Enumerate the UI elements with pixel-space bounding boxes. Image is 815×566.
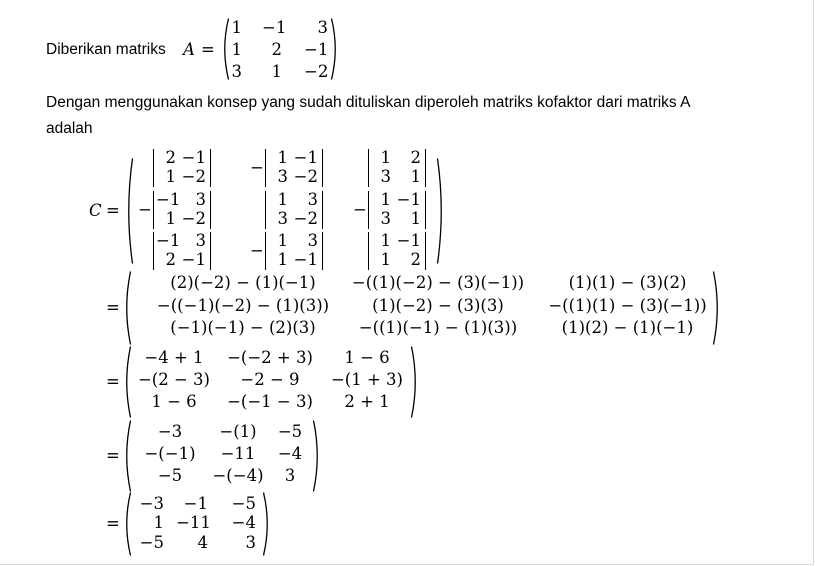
- step-matrix-cell: −3: [157, 422, 183, 441]
- determinant-cell: 1: [410, 167, 421, 186]
- determinant-right-bar: [425, 191, 426, 229]
- determinant-cell: −1: [181, 250, 206, 269]
- step-matrix-cell: −3: [139, 494, 164, 513]
- intro-matrix-variable: A: [183, 40, 195, 59]
- cofactor-variable: C: [89, 201, 102, 220]
- determinant-cell: −2: [181, 167, 206, 186]
- determinant-right-bar: [425, 232, 426, 270]
- intro-label: Diberikan matriks: [46, 41, 166, 58]
- determinant-cell: −1: [181, 148, 206, 167]
- cofactor-left-paren: [124, 158, 134, 264]
- cofactor-sign: −: [250, 158, 264, 177]
- step-matrix-cell: −11: [176, 513, 211, 533]
- determinant-cell: 1: [380, 250, 391, 269]
- determinant-left-bar: [265, 149, 266, 187]
- step-right-paren: [410, 346, 420, 418]
- step-matrix-cell: −1: [183, 494, 208, 513]
- step-equals: =: [106, 372, 120, 391]
- determinant-right-bar: [210, 191, 211, 229]
- matrix-cell: 3: [317, 18, 328, 37]
- determinant-cell: −2: [293, 167, 318, 186]
- determinant-cell: 1: [165, 209, 176, 228]
- matrix-cell: 2: [271, 40, 282, 59]
- step-matrix-cell: (−1)(−1) − (2)(3): [170, 318, 316, 338]
- step-matrix-cell: −5: [277, 422, 303, 441]
- determinant-cell: 1: [380, 231, 391, 250]
- step-matrix-cell: (1)(1) − (3)(2): [568, 273, 687, 292]
- matrix-cell: −1: [304, 40, 329, 59]
- determinant-cell: −1: [396, 190, 421, 209]
- determinant-cell: 3: [277, 167, 288, 186]
- step-right-paren: [262, 492, 272, 556]
- determinant-left-bar: [368, 149, 369, 187]
- determinant-left-bar: [265, 191, 266, 229]
- step-matrix-cell: −((1)(1) − (3)(−1)): [548, 295, 707, 315]
- determinant-cell: 3: [307, 231, 318, 250]
- step-matrix-cell: −(−1): [144, 444, 196, 463]
- determinant-cell: 1: [277, 250, 288, 269]
- determinant-cell: 1: [277, 231, 288, 250]
- determinant-right-bar: [322, 149, 323, 187]
- determinant-cell: −1: [156, 231, 181, 250]
- step-matrix-cell: −((1)(−2) − (3)(−1)): [351, 273, 525, 292]
- step-matrix-cell: −4: [231, 513, 256, 533]
- determinant-right-bar: [210, 149, 211, 187]
- step-matrix-cell: −4: [277, 444, 303, 463]
- step-equals: =: [106, 298, 120, 317]
- paragraph-line-1: Dengan menggunakan konsep yang sudah dituliskan diperoleh matriks kofaktor dari matriks A: [46, 94, 691, 111]
- determinant-cell: 1: [165, 167, 176, 186]
- determinant-cell: 3: [307, 190, 318, 209]
- determinant-cell: 2: [165, 250, 176, 269]
- step-matrix-cell: −(−2 + 3): [227, 348, 313, 367]
- step-matrix-cell: (2)(−2) − (1)(−1): [170, 273, 316, 292]
- step-matrix-cell: −(−4): [212, 466, 264, 485]
- matrix-cell: −2: [304, 62, 329, 81]
- determinant-cell: 3: [195, 231, 206, 250]
- step-matrix-cell: −(2 − 3): [137, 370, 210, 389]
- step-right-paren: [312, 420, 322, 492]
- step-matrix-cell: 3: [284, 466, 296, 485]
- matrix-cell: 1: [271, 62, 282, 81]
- intro-equals: =: [201, 40, 215, 59]
- determinant-left-bar: [153, 191, 154, 229]
- determinant-cell: −1: [293, 148, 318, 167]
- cofactor-equals: =: [106, 201, 120, 220]
- step-equals: =: [106, 446, 120, 465]
- determinant-right-bar: [210, 232, 211, 270]
- step-left-paren: [122, 346, 132, 418]
- determinant-cell: 3: [380, 209, 391, 228]
- determinant-cell: 3: [277, 209, 288, 228]
- determinant-cell: 3: [380, 167, 391, 186]
- step-matrix-cell: −((1)(−1) − (1)(3)): [358, 318, 518, 338]
- step-left-paren: [122, 492, 132, 556]
- determinant-cell: 1: [277, 148, 288, 167]
- determinant-right-bar: [322, 232, 323, 270]
- determinant-cell: 2: [165, 148, 176, 167]
- determinant-cell: 2: [410, 250, 421, 269]
- determinant-right-bar: [425, 149, 426, 187]
- step-matrix-cell: −4 + 1: [144, 348, 204, 367]
- determinant-cell: −1: [156, 190, 181, 209]
- determinant-cell: 1: [380, 190, 391, 209]
- determinant-right-bar: [322, 191, 323, 229]
- determinant-cell: −2: [293, 209, 318, 228]
- determinant-left-bar: [153, 232, 154, 270]
- determinant-left-bar: [368, 232, 369, 270]
- matrix-cell: −1: [262, 18, 287, 37]
- cofactor-sign: −: [250, 241, 264, 260]
- step-matrix-cell: (1)(−2) − (3)(3): [372, 295, 504, 315]
- cofactor-sign: −: [138, 200, 152, 219]
- step-matrix-cell: −2 − 9: [240, 370, 300, 389]
- matrix-cell: 1: [231, 40, 242, 59]
- step-matrix-cell: 1 − 6: [344, 348, 390, 367]
- step-matrix-cell: −5: [157, 466, 183, 485]
- step-matrix-cell: 2 + 1: [344, 392, 390, 411]
- intro-matrix-right-paren: [330, 18, 340, 80]
- step-matrix-cell: 1: [153, 513, 164, 533]
- step-matrix-cell: −(1): [219, 422, 257, 441]
- step-matrix-cell: (1)(2) − (1)(−1): [561, 318, 694, 338]
- paragraph-line-2: adalah: [46, 120, 93, 137]
- determinant-cell: 3: [195, 190, 206, 209]
- determinant-cell: 1: [277, 190, 288, 209]
- determinant-cell: −1: [396, 231, 421, 250]
- determinant-left-bar: [265, 232, 266, 270]
- matrix-cell: 3: [231, 62, 242, 81]
- step-matrix-cell: 1 − 6: [151, 392, 197, 411]
- determinant-cell: 1: [410, 209, 421, 228]
- step-matrix-cell: −((−1)(−2) − (1)(3)): [156, 295, 330, 315]
- determinant-cell: −1: [293, 250, 318, 269]
- step-matrix-cell: −(−1 − 3): [227, 392, 313, 411]
- step-matrix-cell: −11: [220, 444, 256, 463]
- step-equals: =: [106, 514, 120, 533]
- determinant-left-bar: [368, 191, 369, 229]
- cofactor-right-paren: [436, 158, 446, 264]
- step-matrix-cell: 3: [245, 532, 256, 552]
- step-left-paren: [122, 271, 132, 345]
- determinant-cell: 1: [380, 148, 391, 167]
- determinant-cell: −2: [181, 209, 206, 228]
- step-left-paren: [122, 420, 132, 492]
- step-matrix-cell: −(1 + 3): [330, 370, 403, 389]
- step-matrix-cell: 4: [197, 532, 208, 552]
- step-matrix-cell: −5: [231, 494, 256, 513]
- determinant-cell: 2: [410, 148, 421, 167]
- matrix-cell: 1: [231, 18, 242, 37]
- cofactor-sign: −: [353, 200, 367, 219]
- step-matrix-cell: −5: [139, 532, 164, 552]
- determinant-left-bar: [153, 149, 154, 187]
